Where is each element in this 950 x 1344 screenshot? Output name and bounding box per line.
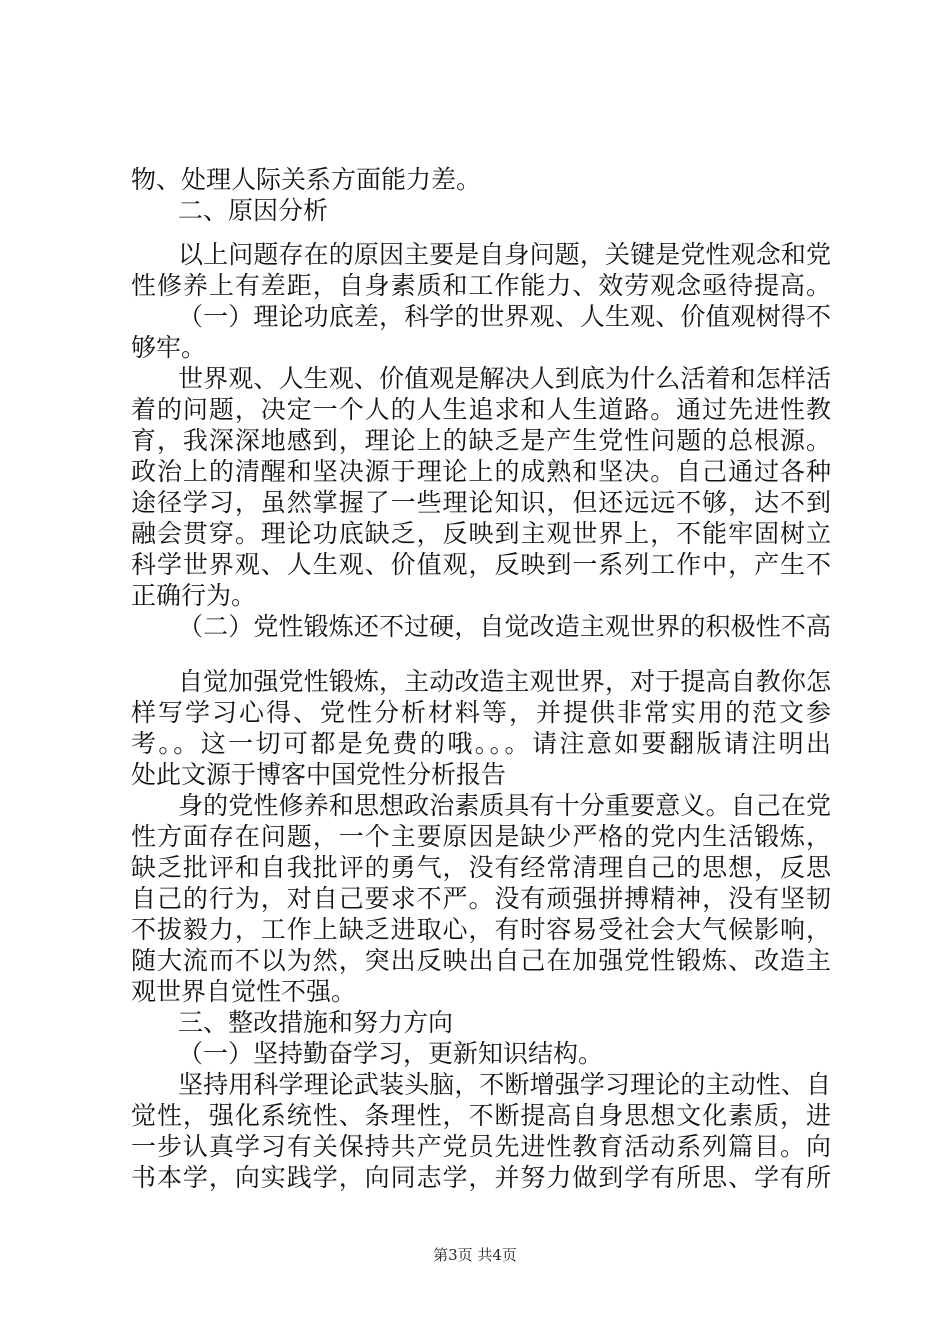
text-line: 观世界自觉性不强。 — [131, 977, 357, 1006]
section-heading: 三、整改措施和努力方向 — [178, 1008, 454, 1037]
text-line: 途径学习，虽然掌握了一些理论知识，但还远远不够，达不到 — [131, 488, 831, 517]
text-line: 一步认真学习有关保持共产党员先进性教育活动系列篇目。向 — [131, 1132, 831, 1161]
text-line: 物、处理人际关系方面能力差。 — [131, 165, 482, 194]
page-footer: 第3页 共4页 — [433, 1246, 517, 1264]
text-line: 自己的行为，对自己要求不严。没有顽强拼搏精神，没有坚韧 — [131, 884, 831, 913]
text-line: 着的问题，决定一个人的人生追求和人生道路。通过先进性教 — [131, 395, 831, 424]
subsection-heading: 够牢。 — [131, 333, 207, 362]
text-line: 正确行为。 — [131, 581, 257, 610]
text-line: 不拔毅力，工作上缺乏进取心，有时容易受社会大气候影响， — [131, 915, 831, 944]
subsection-heading: （二）党性锻炼还不过硬，自觉改造主观世界的积极性不高 — [178, 612, 831, 641]
text-line: 性方面存在问题，一个主要原因是缺少严格的党内生活锻炼， — [131, 822, 831, 851]
text-line: 样写学习心得、党性分析材料等，并提供非常实用的范文参 — [131, 698, 831, 727]
text-line: 书本学，向实践学，向同志学，并努力做到学有所思、学有所 — [131, 1163, 831, 1192]
subsection-heading: （一）坚持勤奋学习，更新知识结构。 — [178, 1039, 604, 1068]
text-line: 觉性，强化系统性、条理性，不断提高自身思想文化素质，进 — [131, 1101, 831, 1130]
text-line: 科学世界观、人生观、价值观，反映到一系列工作中，产生不 — [131, 550, 831, 579]
text-line: 随大流而不以为然，突出反映出自己在加强党性锻炼、改造主 — [131, 946, 831, 975]
subsection-heading: （一）理论功底差，科学的世界观、人生观、价值观树得不 — [178, 302, 831, 331]
section-heading: 二、原因分析 — [178, 196, 329, 225]
text-line: 政治上的清醒和坚决源于理论上的成熟和坚决。自己通过各种 — [131, 457, 831, 486]
text-line: 自觉加强党性锻炼，主动改造主观世界，对于提高自教你怎 — [178, 667, 831, 696]
text-line: 融会贯穿。理论功底缺乏，反映到主观世界上，不能牢固树立 — [131, 519, 831, 548]
text-line: 缺乏批评和自我批评的勇气，没有经常清理自己的思想，反思 — [131, 853, 831, 882]
text-line: 以上问题存在的原因主要是自身问题，关键是党性观念和党 — [178, 240, 831, 269]
text-line: 考。。这一切可都是免费的哦。。。请注意如要翻版请注明出 — [131, 729, 831, 758]
text-line: 性修养上有差距，自身素质和工作能力、效劳观念亟待提高。 — [131, 271, 831, 300]
text-line: 身的党性修养和思想政治素质具有十分重要意义。自己在党 — [178, 791, 831, 820]
text-line: 处此文源于博客中国党性分析报告 — [131, 760, 507, 789]
text-line: 坚持用科学理论武装头脑，不断增强学习理论的主动性、自 — [178, 1070, 831, 1099]
text-line: 世界观、人生观、价值观是解决人到底为什么活着和怎样活 — [178, 364, 831, 393]
text-line: 育，我深深地感到，理论上的缺乏是产生党性问题的总根源。 — [131, 426, 831, 455]
